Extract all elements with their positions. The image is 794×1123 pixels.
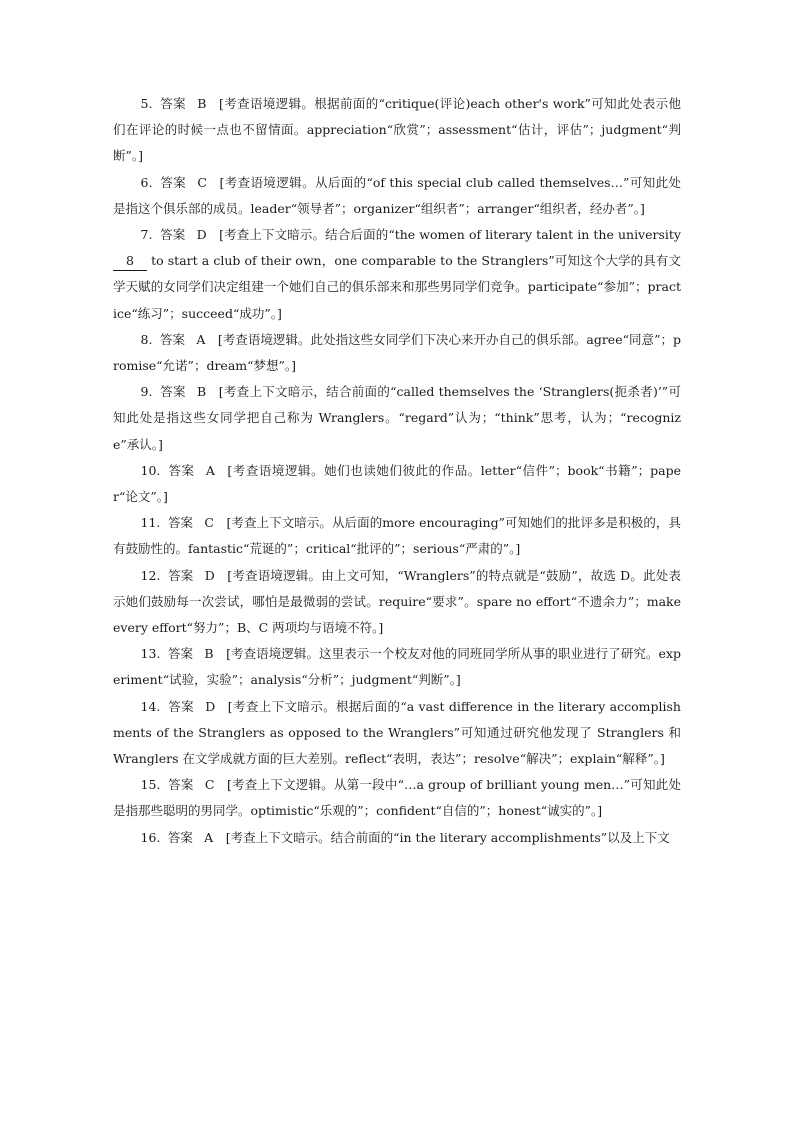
explanation-text: [考查语境逻辑。根据前面的“critique(评论)each other's work”可知此处表示他们在评论的时候一点也不留情面。appreciation“欣赏”；assessment“估计，评估”；judgment“判断”。] <box>113 96 681 164</box>
explanation-text: [考查语境逻辑。此处指这些女同学们下决心来开办自己的俱乐部。agree“同意”；promise“允诺”；dream“梦想”。] <box>113 331 681 374</box>
explanation-text: [考查上下文逻辑。从第一段中“…a group of brilliant young men…”可知此处是指那些聪明的男同学。optimistic“乐观的”；confident“自信的”；honest“诚实的”。] <box>113 777 681 819</box>
question-number: 9. <box>140 384 153 400</box>
answer-item-16 <box>113 825 681 851</box>
explanation-text: [考查语境逻辑。从后面的“of this special club called themselves…”可知此处是指这个俱乐部的成员。leader“领导者”；organizer“组织者”；arranger“组织者，经办者”。] <box>113 174 681 216</box>
answer-option: C <box>204 515 214 531</box>
answer-item-11 <box>113 510 681 562</box>
answer-label: 答案 <box>159 331 186 347</box>
explanation-text: [考查上下文暗示，结合前面的“called themselves the ‘Stranglers(扼杀者)’”可知此处是指这些女同学把自己称为 Wranglers。“regard”认为；“think”思考，认为；“recognize”承认。] <box>113 384 681 452</box>
answer-option: D <box>205 698 216 714</box>
question-number: 6. <box>140 174 153 190</box>
explanation-text: [考查上下文暗示。从后面的more encouraging”可知她们的批评多是积极的，具有鼓励性的。fantastic“荒诞的”；critical“批评的”；serious“严肃的”。] <box>113 515 681 557</box>
explanation-text: [考查语境逻辑。这里表示一个校友对他的同班同学所从事的职业进行了研究。experiment“试验，实验”；analysis“分析”；judgment“判断”。] <box>113 646 681 688</box>
answer-option: B <box>197 384 207 400</box>
answer-item-9 <box>113 379 681 458</box>
question-number: 7. <box>140 227 153 243</box>
answer-label: 答案 <box>159 384 186 400</box>
explanation-text: [考查上下文暗示。结合前面的“in the literary accomplishments”以及上下文 <box>225 829 670 845</box>
explanation-text: [考查语境逻辑。她们也读她们彼此的作品。letter“信件”；book“书籍”；paper“论文”。] <box>113 462 681 505</box>
answer-item-14 <box>113 694 681 773</box>
question-number: 16. <box>140 829 161 845</box>
question-number: 14. <box>140 698 161 714</box>
question-number: 12. <box>140 567 161 583</box>
explanation-text: [考查上下文暗示。根据后面的“a vast difference in the literary accomplishments of the Stranglers as opposed to the Wranglers”可知通过研究他发现了 Stranglers 和 Wranglers 在文学成就方面的巨大差别。reflect“表明，表达”；resolve“解决”；explain“解释”。] <box>113 698 681 767</box>
answer-item-15 <box>113 772 681 824</box>
answer-item-8 <box>113 327 681 379</box>
answer-option: D <box>196 227 207 243</box>
answer-item-12 <box>113 563 681 642</box>
explanation-text-after: to start a club of their own，one comparable to the Stranglers”可知这个大学的具有文学天赋的女同学们决定组建一个她们自己的俱乐部来和那些男同学们竞争。participate“参加”；practice“练习”；succeed“成功”。] <box>113 253 681 321</box>
fill-blank-8: 8 <box>113 252 147 271</box>
answer-label: 答案 <box>159 174 187 190</box>
question-number: 13. <box>140 646 161 662</box>
answer-option: A <box>205 462 215 478</box>
answer-option: B <box>204 646 214 662</box>
answer-item-13 <box>113 641 681 693</box>
answer-option: C <box>204 777 215 793</box>
answer-option: D <box>204 567 215 583</box>
answer-option: A <box>204 829 214 845</box>
answer-label: 答案 <box>159 227 186 243</box>
answer-item-6 <box>113 170 681 222</box>
question-number: 11. <box>140 515 161 531</box>
question-number: 15. <box>140 777 161 793</box>
answer-option: B <box>197 96 207 111</box>
answer-label: 答案 <box>167 646 194 662</box>
answer-label: 答案 <box>167 829 193 845</box>
answer-label: 答案 <box>167 515 194 531</box>
answer-label: 答案 <box>167 698 194 714</box>
answer-item-7 <box>113 222 681 327</box>
explanation-text-before: [考查上下文暗示。结合后面的“the women of literary talent in the university <box>219 227 681 243</box>
question-number: 10. <box>140 462 161 478</box>
answer-label: 答案 <box>167 462 195 478</box>
answer-label: 答案 <box>167 567 194 583</box>
explanation-text: [考查语境逻辑。由上文可知，“Wranglers”的特点就是“鼓励”，故选 D。此处表示她们鼓励每一次尝试，哪怕是最微弱的尝试。require“要求”。spare no effort“不遗余力”；make every effort“努力”；B、C 两项均与语境不符。] <box>113 567 681 636</box>
answer-option: A <box>196 331 206 347</box>
answer-item-5 <box>113 91 681 170</box>
answer-label: 答案 <box>167 777 194 793</box>
question-number: 8. <box>140 331 153 347</box>
answer-explanations <box>113 91 681 851</box>
answer-item-10 <box>113 458 681 510</box>
question-number: 5. <box>140 96 153 111</box>
answer-label: 答案 <box>159 96 187 111</box>
answer-option: C <box>197 174 207 190</box>
